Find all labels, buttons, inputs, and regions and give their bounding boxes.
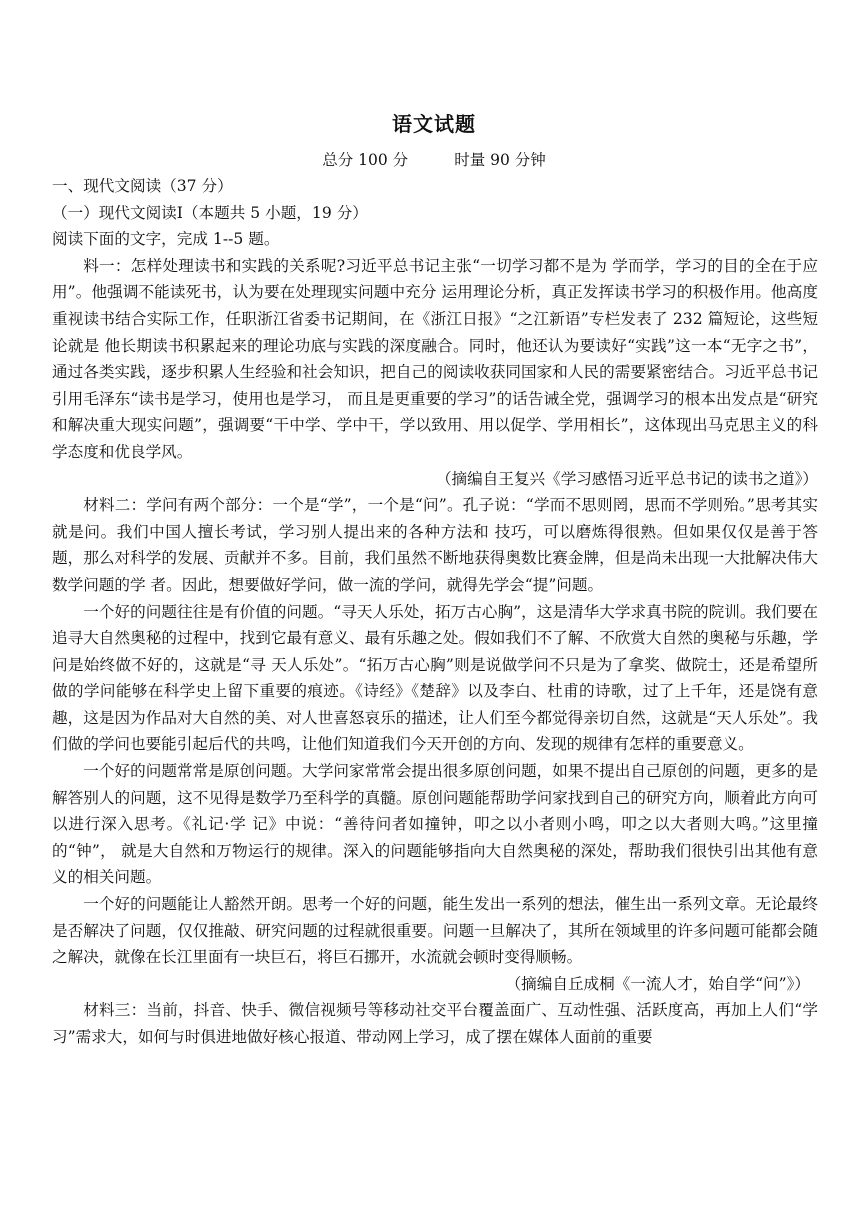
material2-paragraph-1: 材料二：学问有两个部分：一个是“学”，一个是“问”。孔子说：“学而不思则罔，思而不学则殆。”思考其实就是问。我们中国人擅长考试，学习别人提出来的各种方法和 技巧，可以磨炼得很熟。但如果仅仅是善于答题，那么对科学的发展、贡献并不多。目前，我们虽然不断地获得奥数比赛金牌，但是尚未出现一大批解决伟大数学问题的学 者。因此，想要做好学问，做一流的学问，就得先学会“提”问题。 <box>52 496 818 594</box>
material3-paragraph: 材料三：当前，抖音、快手、微信视频号等移动社交平台覆盖面广、互动性强、活跃度高，再加上人们“学习”需求大，如何与时俱进地做好核心报道、带动网上学习，成了摆在媒体人面前的重要 <box>52 1001 818 1046</box>
material2-paragraph-4: 一个好的问题能让人豁然开朗。思考一个好的问题，能生发出一系列的想法，催生出一系列文章。无论最终是否解决了问题，仅仅推敲、研究问题的过程就很重要。问题一旦解决了，其所在领域里的许多问题可能都会随之解决，就像在长江里面有一块巨石，将巨石挪开，水流就会顿时变得顺畅。 <box>52 895 818 967</box>
exam-meta <box>0 148 868 170</box>
material2-paragraph-3: 一个好的问题常常是原创问题。大学问家常常会提出很多原创问题，如果不提出自己原创的问题，更多的是解答别人的问题，这不见得是数学乃至科学的真髓。原创问题能帮助学问家找到自己的研究方向，顺着此方向可以进行深入思考。《礼记·学 记》中说：“善待问者如撞钟，叩之以小者则小鸣，叩之以大者则大鸣。”这里撞的“钟”， 就是大自然和万物运行的规律。深入的问题能够指向大自然奥秘的深处，帮助我们很快引出其他有意义的相关问题。 <box>52 762 818 887</box>
exam-content <box>52 173 818 1051</box>
subsection-heading: （一）现代文阅读Ⅰ（本题共 5 小题，19 分） <box>52 203 368 222</box>
material1-paragraph: 料一：怎样处理读书和实践的关系呢?习近平总书记主张“一切学习都不是为 学而学，学习的目的全在于应用”。他强调不能读死书，认为要在处理现实问题中充分 运用理论分析，真正发挥读书学习的积极作用。他高度重视读书结合实际工作，任职浙江省委书记期间，在《浙江日报》“之江新语”专栏发表了 232 篇短论，这些短论就是 他长期读书积累起来的理论功底与实践的深度融合。同时，他还认为要读好“实践”这一本“无字之书”，通过各类实践，逐步积累人生经验和社会知识，把自己的阅读收获同国家和人民的需要紧密结合。习近平总书记引用毛泽东“读书是学习，使用也是学习， 而且是更重要的学习”的话告诫全党，强调学习的根本出发点是“研究和解决重大现实问题”，强调要“干中学、学中干，学以致用、用以促学、学用相长”，这体现出马克思主义的科学态度和优良学风。 <box>52 256 818 461</box>
section-heading: 一、现代文阅读（37 分） <box>52 177 233 195</box>
total-score: 总分 100 分 <box>322 151 409 169</box>
page-title: 语文试题 <box>392 112 476 136</box>
material2-source: （摘编自丘成桐《一流人才，始自学“问”》） <box>505 974 810 993</box>
material1-source: （摘编自王复兴《学习感悟习近平总书记的读书之道》） <box>435 469 818 488</box>
time-limit: 时量 90 分钟 <box>454 151 546 169</box>
material2-paragraph-2: 一个好的问题往往是有价值的问题。“寻天人乐处，拓万古心胸”，这是清华大学求真书院的院训。我们要在追寻大自然奥秘的过程中，找到它最有意义、最有乐趣之处。假如我们不了解、不欣赏大自然的奥秘与乐趣，学问是始终做不好的，这就是“寻 天人乐处”。“拓万古心胸”则是说做学问不只是为了拿奖、做院士，还是希望所做的学问能够在科学史上留下重要的痕迹。《诗经》《楚辞》以及李白、杜甫的诗歌，过了上千年，还是饶有意趣，这是因为作品对大自然的美、对人世喜怒哀乐的描述，让人们至今都觉得亲切自然，这就是“天人乐处”。我们做的学问也要能引起后代的共鸣，让他们知道我们今天开创的方向、发现的规律有怎样的重要意义。 <box>52 602 818 754</box>
reading-instruction: 阅读下面的文字，完成 1--5 题。 <box>52 230 280 249</box>
